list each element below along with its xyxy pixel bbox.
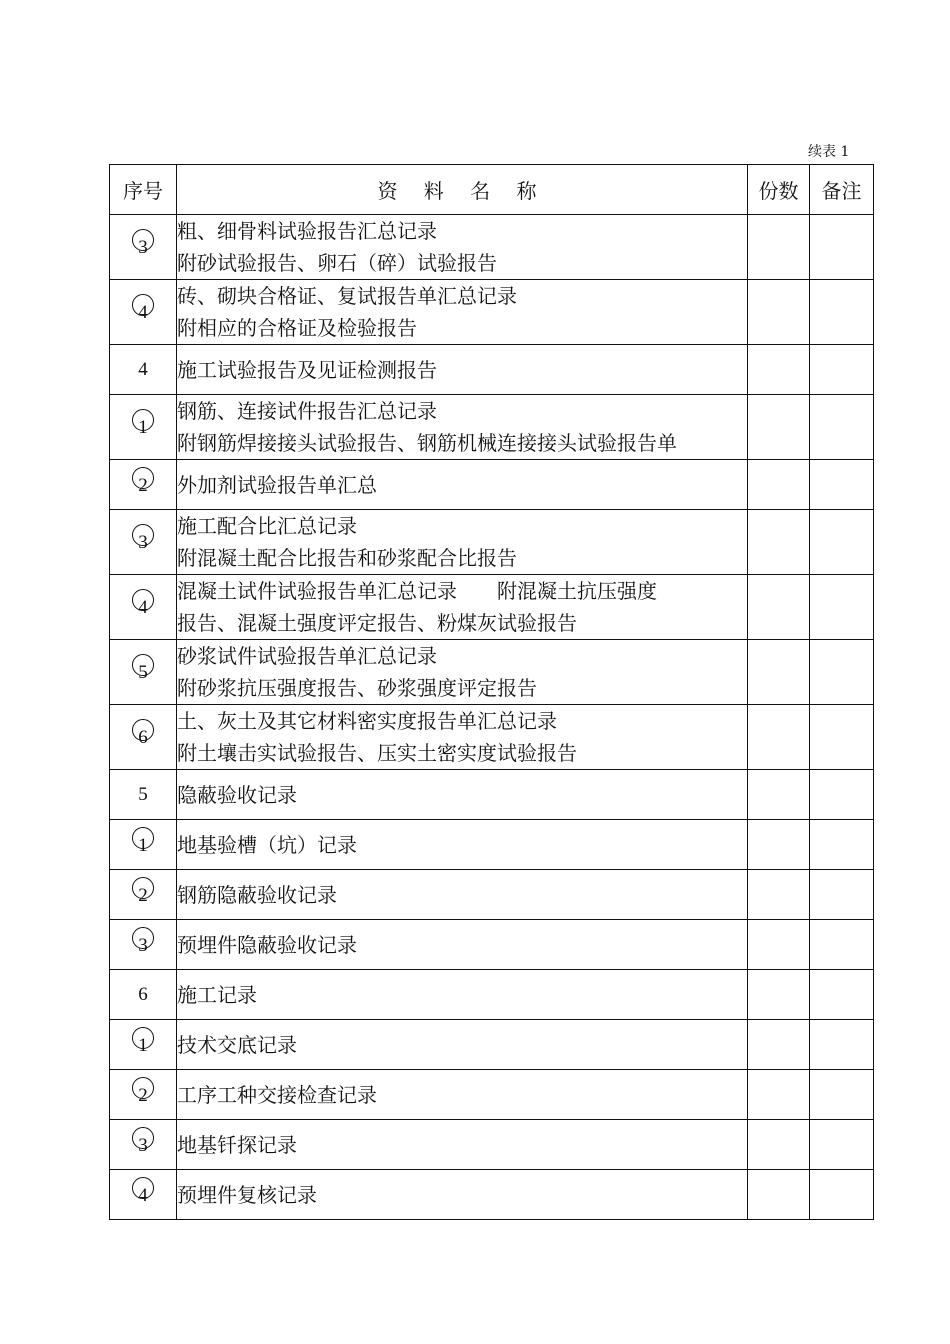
document-name-line: 预埋件复核记录	[177, 1182, 317, 1207]
row-copies-cell	[748, 1020, 810, 1070]
circled-number	[132, 654, 154, 684]
row-copies-cell	[748, 920, 810, 970]
row-document-name	[177, 1170, 748, 1220]
row-copies-cell	[748, 395, 810, 460]
row-number-text: 6	[138, 727, 148, 748]
row-copies-cell	[748, 1170, 810, 1220]
document-name-line: 附混凝土配合比报告和砂浆配合比报告	[177, 546, 517, 570]
table-row	[110, 460, 874, 510]
row-copies-cell	[748, 345, 810, 395]
row-serial-number	[110, 770, 177, 820]
document-name-line: 砖、砌块合格证、复试报告单汇总记录	[177, 284, 517, 308]
document-name-line: 外加剂试验报告单汇总	[177, 472, 377, 497]
row-number-text: 2	[138, 474, 148, 496]
row-copies-cell	[748, 640, 810, 705]
table-row	[110, 1070, 874, 1120]
document-name-line: 预埋件隐蔽验收记录	[177, 932, 357, 957]
row-number-text: 4	[138, 1184, 148, 1206]
row-serial-number	[110, 345, 177, 395]
document-name-line: 钢筋隐蔽验收记录	[177, 882, 337, 907]
row-document-name	[177, 215, 748, 280]
document-name-line: 附砂浆抗压强度报告、砂浆强度评定报告	[177, 676, 537, 700]
row-copies-cell	[748, 280, 810, 345]
row-document-name	[177, 280, 748, 345]
circled-number	[132, 827, 154, 857]
row-serial-number	[110, 1020, 177, 1070]
table-row	[110, 640, 874, 705]
document-name-line: 施工配合比汇总记录	[177, 514, 357, 538]
document-name-line: 施工记录	[177, 982, 257, 1007]
row-copies-cell	[748, 575, 810, 640]
row-remarks-cell	[810, 460, 874, 510]
document-name-line: 报告、混凝土强度评定报告、粉煤灰试验报告	[177, 611, 577, 635]
header-row	[110, 165, 874, 215]
row-number-text: 1	[138, 417, 148, 438]
circled-number	[132, 1127, 154, 1157]
row-number-text: 3	[138, 237, 148, 258]
header-copies: 份数	[748, 165, 810, 215]
row-number-text: 2	[138, 884, 148, 906]
row-copies-cell	[748, 770, 810, 820]
row-number-text: 6	[138, 983, 148, 1005]
row-document-name	[177, 575, 748, 640]
row-serial-number	[110, 280, 177, 345]
row-number-text: 3	[138, 934, 148, 956]
circled-number	[132, 1027, 154, 1057]
row-number-text: 3	[138, 532, 148, 553]
row-number-text: 1	[138, 834, 148, 856]
row-serial-number	[110, 1070, 177, 1120]
row-copies-cell	[748, 1070, 810, 1120]
header-document-name: 资 料 名 称	[177, 165, 748, 215]
row-number-text: 5	[138, 783, 148, 805]
row-serial-number	[110, 970, 177, 1020]
row-copies-cell	[748, 510, 810, 575]
table-row	[110, 345, 874, 395]
row-document-name	[177, 1120, 748, 1170]
circled-number	[132, 1077, 154, 1107]
row-serial-number	[110, 820, 177, 870]
row-document-name	[177, 920, 748, 970]
document-name-line: 混凝土试件试验报告单汇总记录 附混凝土抗压强度	[177, 579, 657, 603]
table-row	[110, 215, 874, 280]
row-remarks-cell	[810, 575, 874, 640]
table-row	[110, 575, 874, 640]
row-serial-number	[110, 460, 177, 510]
row-copies-cell	[748, 460, 810, 510]
table-row	[110, 395, 874, 460]
row-copies-cell	[748, 820, 810, 870]
row-serial-number	[110, 870, 177, 920]
table-row	[110, 970, 874, 1020]
row-document-name	[177, 510, 748, 575]
row-document-name	[177, 770, 748, 820]
row-remarks-cell	[810, 820, 874, 870]
table-row	[110, 510, 874, 575]
row-remarks-cell	[810, 640, 874, 705]
row-document-name	[177, 345, 748, 395]
row-remarks-cell	[810, 705, 874, 770]
row-number-text: 4	[138, 597, 148, 618]
row-copies-cell	[748, 870, 810, 920]
circled-number	[132, 229, 154, 259]
document-name-line: 钢筋、连接试件报告汇总记录	[177, 399, 437, 423]
row-remarks-cell	[810, 215, 874, 280]
row-number-text: 5	[138, 662, 148, 683]
circled-number	[132, 719, 154, 749]
row-remarks-cell	[810, 280, 874, 345]
table-body	[110, 215, 874, 1220]
row-document-name	[177, 1020, 748, 1070]
circled-number	[132, 927, 154, 957]
circled-number	[132, 1177, 154, 1207]
row-copies-cell	[748, 970, 810, 1020]
table-row	[110, 920, 874, 970]
document-name-line: 附砂试验报告、卵石（碎）试验报告	[177, 251, 497, 275]
document-list-table	[109, 164, 874, 1220]
row-remarks-cell	[810, 510, 874, 575]
table-row	[110, 1170, 874, 1220]
table-row	[110, 1020, 874, 1070]
continued-label: 续表 1	[808, 144, 850, 160]
row-document-name	[177, 705, 748, 770]
circled-number	[132, 877, 154, 907]
row-number-text: 3	[138, 1134, 148, 1156]
row-document-name	[177, 1070, 748, 1120]
row-number-text: 4	[138, 358, 148, 380]
row-serial-number	[110, 510, 177, 575]
table-row	[110, 280, 874, 345]
document-name-line: 附土壤击实试验报告、压实土密实度试验报告	[177, 741, 577, 765]
row-copies-cell	[748, 705, 810, 770]
row-remarks-cell	[810, 395, 874, 460]
document-name-line: 施工试验报告及见证检测报告	[177, 357, 437, 382]
row-remarks-cell	[810, 1170, 874, 1220]
row-remarks-cell	[810, 920, 874, 970]
circled-number	[132, 409, 154, 439]
row-serial-number	[110, 920, 177, 970]
row-document-name	[177, 820, 748, 870]
header-serial-number: 序号	[110, 165, 177, 215]
circled-number	[132, 467, 154, 497]
table-row	[110, 870, 874, 920]
table-row	[110, 820, 874, 870]
document-name-line: 技术交底记录	[177, 1032, 297, 1057]
row-remarks-cell	[810, 1120, 874, 1170]
row-serial-number	[110, 395, 177, 460]
row-copies-cell	[748, 215, 810, 280]
circled-number	[132, 294, 154, 324]
table-row	[110, 705, 874, 770]
row-document-name	[177, 460, 748, 510]
row-remarks-cell	[810, 345, 874, 395]
circled-number	[132, 524, 154, 554]
row-remarks-cell	[810, 1020, 874, 1070]
document-name-line: 附相应的合格证及检验报告	[177, 316, 417, 340]
row-serial-number	[110, 215, 177, 280]
table-row	[110, 770, 874, 820]
document-name-line: 地基验槽（坑）记录	[177, 832, 357, 857]
row-serial-number	[110, 1120, 177, 1170]
row-remarks-cell	[810, 870, 874, 920]
document-name-line: 砂浆试件试验报告单汇总记录	[177, 644, 437, 668]
row-serial-number	[110, 1170, 177, 1220]
row-remarks-cell	[810, 770, 874, 820]
row-serial-number	[110, 640, 177, 705]
row-document-name	[177, 870, 748, 920]
row-document-name	[177, 970, 748, 1020]
row-number-text: 2	[138, 1084, 148, 1106]
document-name-line: 粗、细骨料试验报告汇总记录	[177, 219, 437, 243]
row-copies-cell	[748, 1120, 810, 1170]
row-number-text: 1	[138, 1034, 148, 1056]
document-name-line: 隐蔽验收记录	[177, 782, 297, 807]
row-document-name	[177, 640, 748, 705]
row-number-text: 4	[138, 302, 148, 323]
header-remarks: 备注	[810, 165, 874, 215]
row-document-name	[177, 395, 748, 460]
row-remarks-cell	[810, 1070, 874, 1120]
circled-number	[132, 589, 154, 619]
document-name-line: 地基钎探记录	[177, 1132, 297, 1157]
row-remarks-cell	[810, 970, 874, 1020]
row-serial-number	[110, 705, 177, 770]
document-name-line: 工序工种交接检查记录	[177, 1082, 377, 1107]
document-name-line: 附钢筋焊接接头试验报告、钢筋机械连接接头试验报告单	[177, 431, 677, 455]
table-row	[110, 1120, 874, 1170]
document-name-line: 土、灰土及其它材料密实度报告单汇总记录	[177, 709, 557, 733]
row-serial-number	[110, 575, 177, 640]
